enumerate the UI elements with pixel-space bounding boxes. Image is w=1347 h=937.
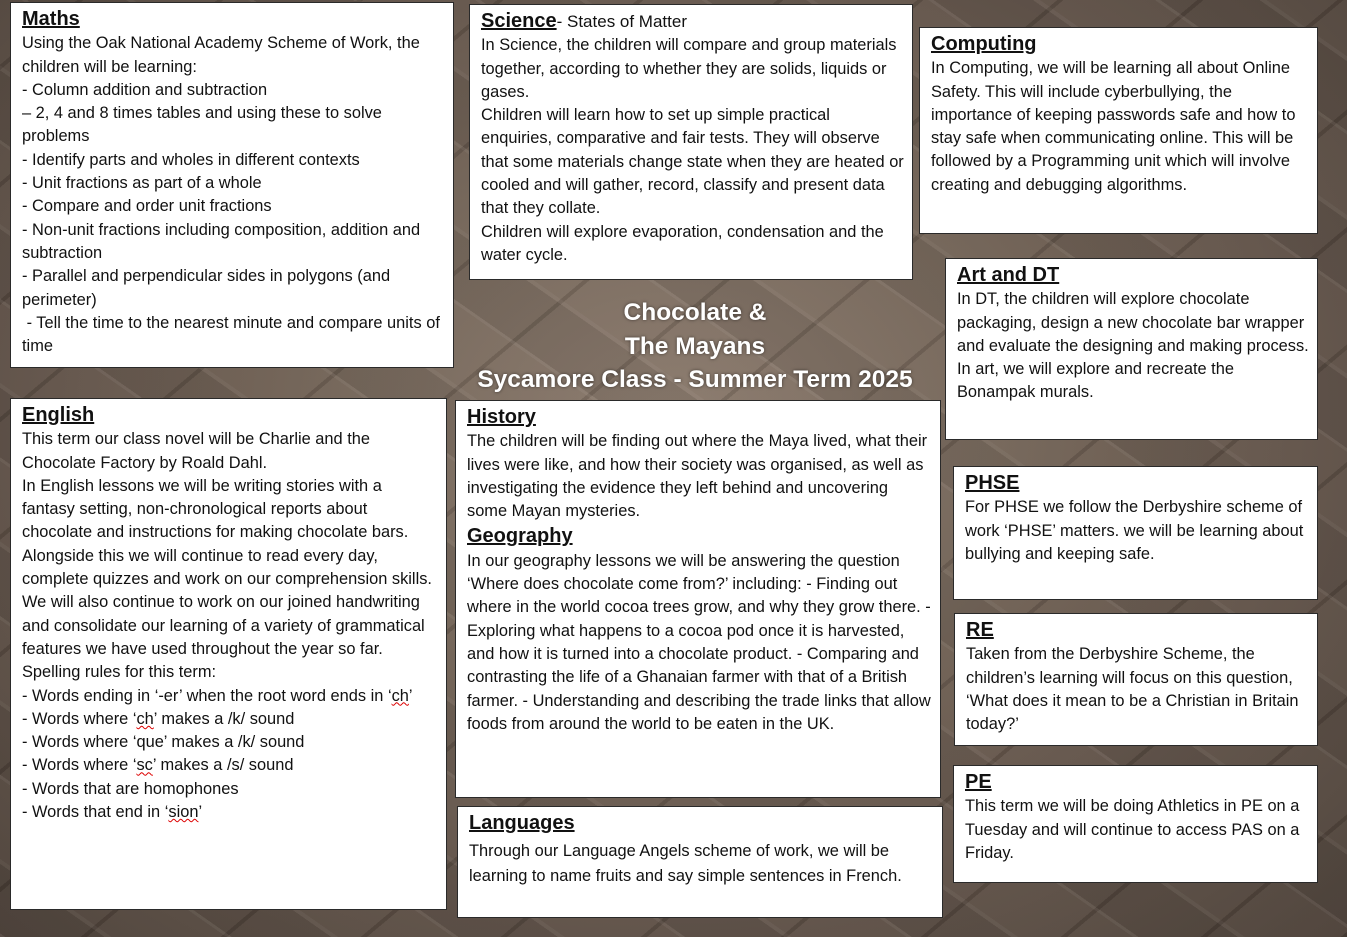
history-heading: History [467,406,536,428]
science-paragraph: Children will learn how to set up simple practical enquiries, comparative and fair tests. They will observe that some materials change state when they are heated or cooled and will gather, record, classify and present data that they collate. [481,106,904,218]
history-geography-panel [455,400,941,798]
list-item: – 2, 4 and 8 times tables and using these to solve problems [22,104,382,146]
list-item: - Words that end in ‘sion’ [22,803,203,822]
list-item: - Words where ‘ch’ makes a /k/ sound [22,709,295,728]
spelling-list [22,685,438,825]
geography-heading: Geography [467,525,573,548]
computing-text: In Computing, we will be learning all about Online Safety. This will include cyberbullying, the importance of keeping passwords safe and how to stay safe when communicating online. This will be followed by a Programming unit which will involve creating and debugging algorithms. [931,59,1296,194]
science-panel [469,4,913,280]
art-paragraph: In DT, the children will explore chocolate packaging, design a new chocolate bar wrapper and evaluate the designing and making process. [957,290,1309,355]
languages-heading: Languages [469,812,575,834]
title-line-2: The Mayans [624,332,766,360]
computing-panel [919,27,1318,234]
title-line-3: Sycamore Class - Summer Term 2025 [477,366,913,393]
english-paragraph: In English lessons we will be writing stories with a fantasy setting, non-chronological reports about chocolate and instructions for making chocolate bars. [22,476,409,542]
list-item: - Words ending in ‘-er’ when the root word ends in ‘ch’ [22,686,413,705]
list-item: - Identify parts and wholes in different contexts [22,150,360,169]
phse-panel [953,466,1318,600]
pe-text: This term we will be doing Athletics in PE on a Tuesday and will continue to access PAS on a Friday. [965,797,1300,862]
maths-intro: Using the Oak National Academy Scheme of Work, the children will be learning: [22,34,420,76]
art-heading: Art and DT [957,264,1060,286]
phse-text: For PHSE we follow the Derbyshire scheme of work ‘PHSE’ matters. we will be learning about bullying and keeping safe. [965,498,1304,563]
list-item: - Compare and order unit fractions [22,197,272,216]
re-panel [954,613,1318,746]
science-paragraph: Children will explore evaporation, condensation and the water cycle. [481,222,884,264]
computing-heading: Computing [931,33,1037,55]
re-text: Taken from the Derbyshire Scheme, the children’s learning will focus on this question, ‘What does it mean to be a Christian in Britain today?’ [966,645,1299,734]
maths-panel [10,2,454,368]
re-heading: RE [966,619,994,641]
english-paragraph: Alongside this we will continue to read every day, complete quizzes and work on our comprehension skills. We will also continue to work on our joined handwriting and consolidate our learning of a variety of grammatical features we have used throughout the year so far. [22,546,432,658]
list-item: - Words where ‘sc’ makes a /s/ sound [22,756,294,775]
maths-heading: Maths [22,8,80,30]
science-paragraph: In Science, the children will compare and group materials together, according to whether they are solids, liquids or gases. [481,36,897,101]
page-title [455,296,935,397]
title-line-1: Chocolate & [623,299,767,326]
english-paragraph: Spelling rules for this term: [22,663,217,682]
list-item: - Column addition and subtraction [22,80,268,99]
geography-text: In our geography lessons we will be answering the question ‘Where does chocolate come from?’ including: - Finding out where in the world cocoa trees grow, and why they grow there. - Exploring what happens to a cocoa pod once it is harvested, and how it is turned into a chocolate product. - Comparing and contrasting the life of a Ghanaian farmer with that of a British farmer. - Understanding and describing the trade links that allow foods from around the world to be eaten in the UK. [467,551,931,733]
art-paragraph: In art, we will explore and recreate the Bonampak murals. [957,360,1234,402]
list-item: - Unit fractions as part of a whole [22,174,262,193]
maths-list [22,79,445,359]
english-heading: English [22,404,95,426]
list-item: - Words where ‘que’ makes a /k/ sound [22,733,305,752]
history-text: The children will be finding out where the Maya lived, what their lives were like, and how their society was organised, as well as investigating the evidence they left behind and uncovering some Mayan mysteries. [467,432,928,521]
list-item: - Words that are homophones [22,779,239,798]
science-subtitle: - States of Matter [556,12,687,31]
list-item: - Non-unit fractions including composition, addition and subtraction [22,220,421,262]
art-dt-panel [945,258,1318,440]
languages-panel [457,806,943,918]
english-panel [10,398,447,910]
pe-panel [953,765,1318,883]
english-paragraph: This term our class novel will be Charlie and the Chocolate Factory by Roald Dahl. [22,430,370,472]
science-heading: Science [481,10,557,32]
pe-heading: PE [965,771,992,793]
list-item: - Tell the time to the nearest minute and compare units of time [22,313,445,356]
phse-heading: PHSE [965,472,1020,494]
languages-text: Through our Language Angels scheme of work, we will be learning to name fruits and say simple sentences in French. [469,842,902,885]
list-item: - Parallel and perpendicular sides in polygons (and perimeter) [22,267,391,309]
